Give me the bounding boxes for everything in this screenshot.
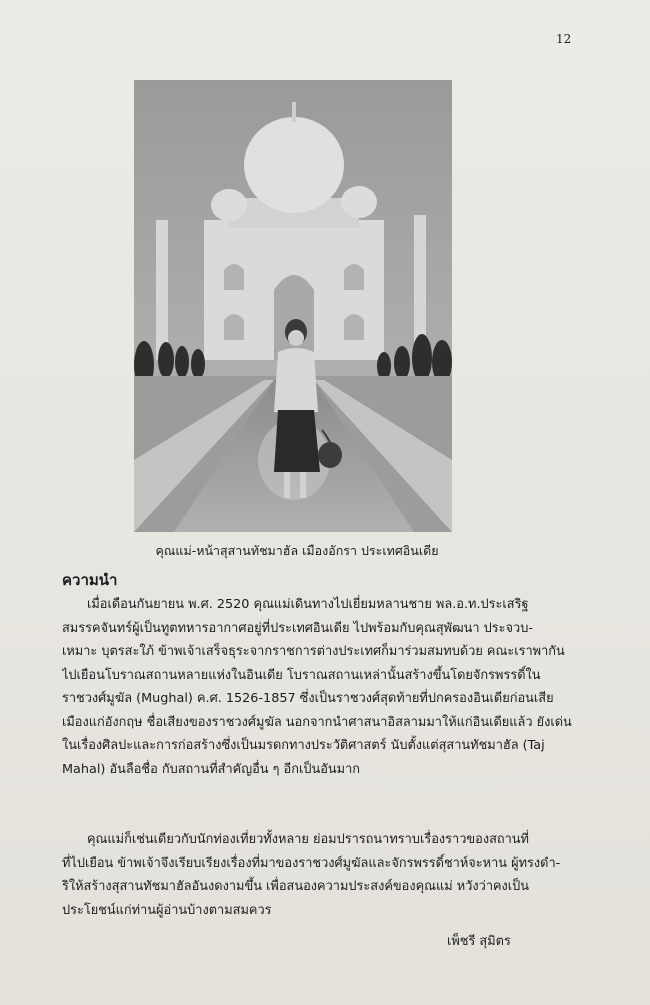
- photo-taj-mahal: [134, 80, 452, 532]
- paragraph-line: ราชวงศ์มูฆัล (Mughal) ค.ศ. 1526-1857 ซึ่งเป็นราชวงศ์สุดท้ายที่ปกครองอินเดียก่อนเสีย: [62, 691, 554, 706]
- paragraph-line: คุณแม่ก็เช่นเดียวกับนักท่องเที่ยวทั้งหลาย ย่อมปรารถนาทราบเรื่องราวของสถานที่: [87, 832, 529, 847]
- author-signature: เพ็ชรี สุมิตร: [447, 934, 511, 949]
- paragraph-line: เมื่อเดือนกันยายน พ.ศ. 2520 คุณแม่เดินทางไปเยี่ยมหลานชาย พล.อ.ท.ประเสริฐ: [87, 597, 529, 612]
- paragraph-2: [62, 828, 606, 922]
- paragraph-line: Mahal) อันลือชื่อ กับสถานที่สำคัญอื่น ๆ อีกเป็นอันมาก: [62, 761, 361, 777]
- section-heading: ความนำ: [62, 571, 118, 589]
- paragraph-line: ที่ไปเยือน ข้าพเจ้าจึงเรียบเรียงเรื่องที่มาของราชวงศ์มูฆัลและจักรพรรดิ์ชาห์จะหาน ผู้ทรงดำ-: [62, 855, 561, 871]
- paragraph-line: ไปเยือนโบราณสถานหลายแห่งในอินเดีย โบราณสถานเหล่านั้นสร้างขึ้นโดยจักรพรรดิ์ใน: [62, 667, 541, 683]
- photo-caption: คุณแม่-หน้าสุสานทัชมาฮัล เมืองอักรา ประเทศอินเดีย: [155, 543, 439, 558]
- paragraph-line: ในเรื่องศิลปะและการก่อสร้างซึ่งเป็นมรดกทางประวัติศาสตร์ นับตั้งแต่สุสานทัชมาฮัล (Taj: [62, 738, 545, 753]
- paragraph-line: สมรรคจันทร์ผู้เป็นทูตทหารอากาศอยู่ที่ประเทศอินเดีย ไปพร้อมกับคุณสุพัฒนา ประจวบ-: [62, 620, 533, 636]
- paragraph-line: ริให้สร้างสุสานทัชมาฮัลอันงดงามขึ้น เพื่อสนองความประสงค์ของคุณแม่ หวังว่าคงเป็น: [62, 879, 530, 894]
- paragraph-line: เมืองแก่อังกฤษ ชื่อเสียงของราชวงศ์มูฆัล นอกจากนำศาสนาอิสลามมาให้แก่อินเดียแล้ว ยังเด่น: [62, 714, 572, 730]
- paragraph-line: ประโยชน์แก่ท่านผู้อ่านบ้างตามสมควร: [62, 902, 272, 918]
- paragraph-1: [62, 593, 606, 781]
- paragraph-line: เหมาะ บุตรสะใภ้ ข้าพเจ้าเสร็จธุระจากราชการต่างประเทศก็มาร่วมสมทบด้วย คณะเราพากัน: [62, 644, 565, 659]
- page-number: 12: [556, 32, 572, 46]
